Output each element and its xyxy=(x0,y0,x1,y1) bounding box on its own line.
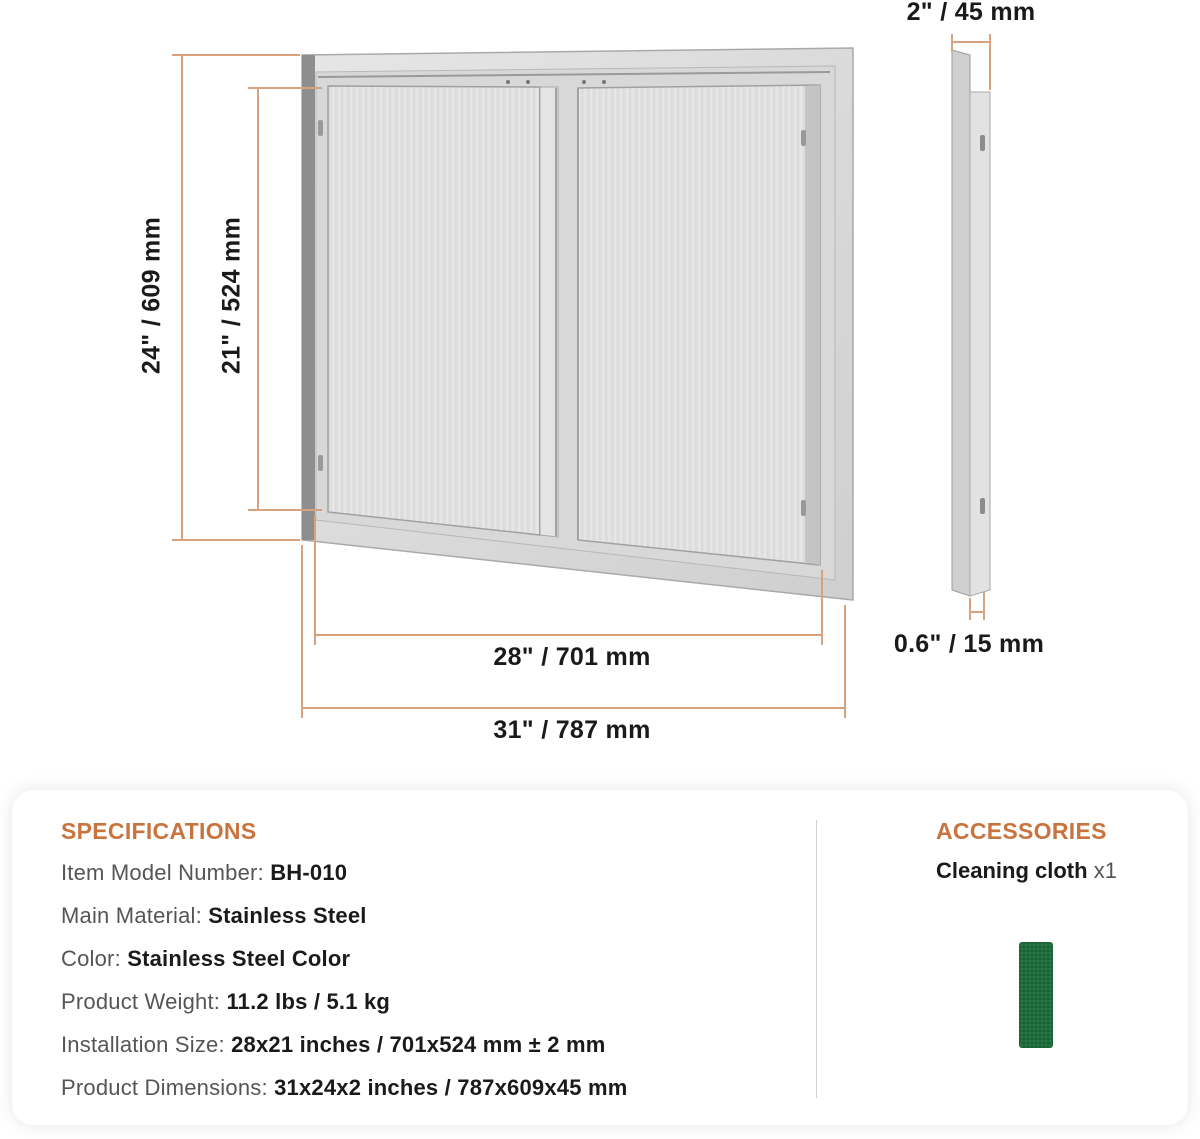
section-divider xyxy=(816,820,817,1098)
spec-row-installation-size xyxy=(61,1032,606,1058)
right-door xyxy=(578,85,820,565)
spec-label: Main Material: xyxy=(61,903,202,928)
outer-width-label: 31" / 787 mm xyxy=(493,716,651,744)
spec-row-weight xyxy=(61,989,390,1015)
spec-label: Installation Size: xyxy=(61,1032,225,1057)
accessory-item xyxy=(936,858,1117,884)
specifications-card xyxy=(12,790,1188,1125)
specifications-title: SPECIFICATIONS xyxy=(61,818,257,844)
spec-row-material xyxy=(61,903,367,929)
left-door xyxy=(318,86,540,535)
outer-height-label: 24" / 609 mm xyxy=(137,216,166,375)
spec-value: 28x21 inches / 701x524 mm ± 2 mm xyxy=(231,1032,606,1057)
accessories-title: ACCESSORIES xyxy=(936,818,1107,844)
flange-label: 0.6" / 15 mm xyxy=(893,630,1045,658)
inner-width-label: 28" / 701 mm xyxy=(493,643,651,671)
spec-value: BH-010 xyxy=(270,860,348,885)
spec-value: Stainless Steel xyxy=(208,903,367,928)
accessory-name: Cleaning cloth xyxy=(936,858,1088,883)
spec-row-product-dimensions xyxy=(61,1075,627,1101)
spec-label: Product Dimensions: xyxy=(61,1075,268,1100)
accessory-quantity: x1 xyxy=(1093,858,1117,883)
spec-row-color xyxy=(61,946,350,972)
door-side-profile xyxy=(952,50,990,596)
spec-value: Stainless Steel Color xyxy=(127,946,351,971)
spec-label: Product Weight: xyxy=(61,989,221,1014)
depth-label: 2" / 45 mm xyxy=(906,0,1036,26)
inner-height-label: 21" / 524 mm xyxy=(217,216,246,375)
spec-label: Item Model Number: xyxy=(61,860,264,885)
cleaning-pad-icon xyxy=(1017,940,1057,1052)
spec-label: Color: xyxy=(61,946,121,971)
door-center-split xyxy=(540,87,558,537)
spec-value: 11.2 lbs / 5.1 kg xyxy=(226,989,391,1014)
spec-value: 31x24x2 inches / 787x609x45 mm xyxy=(274,1075,628,1100)
spec-row-model xyxy=(61,860,347,886)
